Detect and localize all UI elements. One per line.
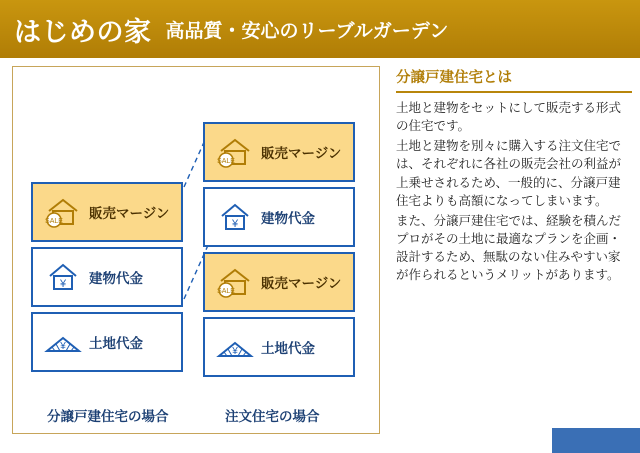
bar-label: 建物代金 bbox=[89, 271, 143, 286]
svg-text:¥: ¥ bbox=[59, 278, 67, 290]
house-yen-icon bbox=[43, 260, 83, 294]
stack-bunjyo bbox=[31, 182, 183, 372]
sale-house-icon bbox=[43, 195, 83, 229]
bar-label: 販売マージン bbox=[261, 146, 342, 161]
svg-text:¥: ¥ bbox=[231, 218, 239, 230]
page-subtitle: 高品質・安心のリーブルガーデン bbox=[165, 20, 449, 42]
svg-text:SALE: SALE bbox=[45, 218, 63, 225]
comparison-diagram bbox=[12, 66, 380, 434]
sale-house-icon bbox=[215, 265, 255, 299]
bar-sales-margin bbox=[31, 182, 183, 242]
sale-house-icon bbox=[215, 135, 255, 169]
bar-label: 販売マージン bbox=[261, 276, 342, 291]
bar-sales-margin bbox=[203, 252, 355, 312]
description-paragraph: 土地と建物を別々に購入する注文住宅では、それぞれに各社の販売会社の利益が上乗せされるため、一般的に、分譲戸建住宅よりも高額になってしまいます。 bbox=[396, 139, 622, 208]
bar-sales-margin bbox=[203, 122, 355, 182]
bar-label: 土地代金 bbox=[261, 341, 315, 356]
svg-text:¥: ¥ bbox=[232, 346, 238, 357]
house-yen-icon bbox=[215, 200, 255, 234]
svg-text:SALE: SALE bbox=[217, 288, 235, 295]
page-title: はじめの家 bbox=[14, 16, 152, 47]
bar-land-cost bbox=[31, 312, 183, 372]
stack-caption-bunjyo: 分譲戸建住宅の場合 bbox=[47, 409, 169, 424]
content-area bbox=[0, 58, 640, 453]
description-heading: 分譲戸建住宅とは bbox=[396, 66, 632, 93]
footer-accent-block bbox=[552, 428, 640, 453]
bar-building-cost bbox=[203, 187, 355, 247]
description-paragraph: 土地と建物をセットにして販売する形式の住宅です。 bbox=[396, 101, 622, 134]
land-yen-icon bbox=[43, 325, 83, 359]
land-yen-icon bbox=[215, 330, 255, 364]
page-header bbox=[0, 0, 640, 58]
bar-building-cost bbox=[31, 247, 183, 307]
svg-text:SALE: SALE bbox=[217, 158, 235, 165]
description-paragraph: また、分譲戸建住宅では、経験を積んだプロがその土地に最適なプランを企画・設計するため、無駄のない住みやすい家が作られるというメリットがあります。 bbox=[396, 213, 622, 283]
stack-caption-chumon: 注文住宅の場合 bbox=[225, 409, 320, 424]
bar-label: 建物代金 bbox=[261, 211, 315, 226]
stack-chumon bbox=[203, 122, 355, 377]
bar-label: 土地代金 bbox=[89, 336, 143, 351]
description-panel bbox=[396, 66, 632, 286]
svg-text:¥: ¥ bbox=[60, 341, 66, 352]
bar-label: 販売マージン bbox=[89, 206, 170, 221]
bar-land-cost bbox=[203, 317, 355, 377]
